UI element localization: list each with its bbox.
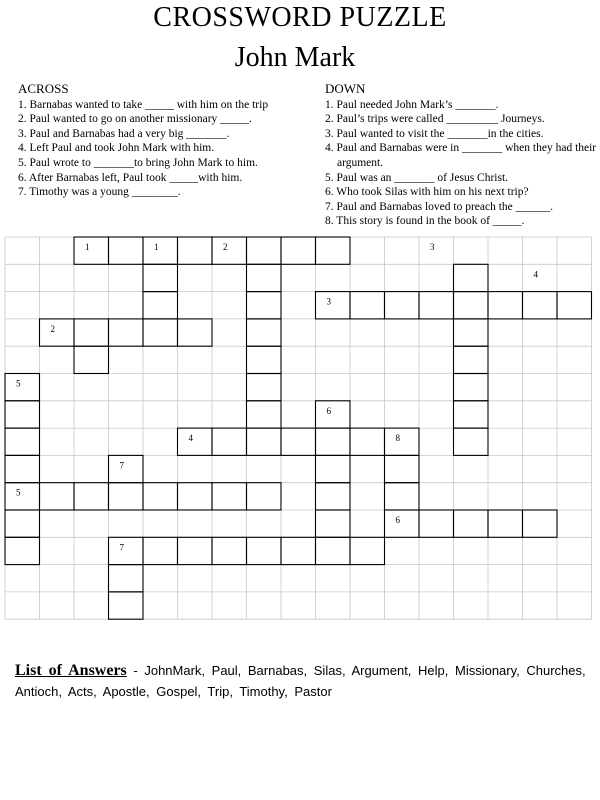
answer-cell (74, 237, 109, 264)
answer-cell (316, 483, 351, 510)
answer-cell (74, 346, 109, 373)
answer-cell (212, 428, 247, 455)
answer-cell (212, 237, 247, 264)
answer-cell (143, 264, 178, 291)
answer-cell (143, 537, 178, 564)
answer-cell (454, 264, 489, 291)
answer-cell (523, 292, 558, 319)
answer-cell (557, 292, 592, 319)
answer-cell (488, 292, 523, 319)
answer-cell (212, 537, 247, 564)
answer-cell (385, 455, 420, 482)
answer-cell (247, 319, 282, 346)
answer-cell (316, 428, 351, 455)
answer-cell (178, 537, 213, 564)
answer-cell (454, 401, 489, 428)
answer-cell (109, 537, 144, 564)
answer-cell (316, 455, 351, 482)
answer-cell (316, 292, 351, 319)
answer-cell (247, 401, 282, 428)
across-heading: ACROSS (18, 81, 69, 96)
answer-cell (281, 537, 316, 564)
answer-cell (454, 374, 489, 401)
down-clue-7: 7. Paul and Barnabas loved to preach the ______. (325, 200, 554, 213)
down-clue-3: 3. Paul wanted to visit the _______in the cities. (325, 127, 544, 140)
answer-cell (5, 537, 40, 564)
answer-cell (5, 374, 40, 401)
answer-cell (385, 483, 420, 510)
answer-cell (74, 319, 109, 346)
answer-cell (74, 483, 109, 510)
cell-number: 8 (395, 433, 400, 444)
answer-cell (178, 319, 213, 346)
answer-cell (385, 292, 420, 319)
answer-cell (40, 319, 75, 346)
answer-cell (316, 537, 351, 564)
answer-cell (247, 483, 282, 510)
cell-number: 1 (154, 242, 159, 252)
answer-cell (523, 510, 558, 537)
answer-cell (419, 510, 454, 537)
down-clues (325, 82, 597, 229)
answer-cell (109, 237, 144, 264)
answer-cell (385, 510, 420, 537)
answer-list-separator: - (126, 663, 145, 678)
answer-cell (109, 483, 144, 510)
answer-cell (454, 346, 489, 373)
answer-cell (40, 483, 75, 510)
down-clue-8: 8. This story is found in the book of _____. (325, 215, 525, 228)
answer-cell (247, 374, 282, 401)
answer-cell (316, 401, 351, 428)
across-clue-3: 3. Paul and Barnabas had a very big _______. (18, 127, 230, 140)
cell-number: 5 (16, 378, 21, 389)
answer-cell (247, 292, 282, 319)
answer-cell (109, 319, 144, 346)
across-clue-2: 2. Paul wanted to go on another missionary _____. (18, 113, 252, 126)
puzzle-subtitle: John Mark (234, 42, 356, 73)
answer-cell (316, 237, 351, 264)
answer-cell (247, 537, 282, 564)
answer-cell (5, 483, 40, 510)
across-clue-5: 5. Paul wrote to _______to bring John Mark to him. (18, 156, 258, 169)
cell-number: 7 (119, 460, 124, 471)
cell-number: 2 (223, 242, 228, 252)
answer-cell (143, 483, 178, 510)
answer-cell (350, 537, 385, 564)
answer-cell (178, 428, 213, 455)
answer-list-title: List of Answers (15, 662, 127, 679)
answer-cell (5, 455, 40, 482)
answer-cell (109, 565, 144, 592)
across-clue-6: 6. After Barnabas left, Paul took _____with him. (18, 171, 243, 184)
cell-number: 6 (395, 515, 400, 525)
answer-list-words: JohnMark, Paul, Barnabas, Silas, Argument, Help, Missionary, Churches, Antioch, Acts, Apostle, Gospel, Trip, Timothy, Pastor (15, 663, 586, 699)
answer-cell (143, 319, 178, 346)
across-clue-4: 4. Left Paul and took John Mark with him. (18, 142, 215, 155)
across-clues (18, 82, 318, 200)
down-clue-6: 6. Who took Silas with him on his next trip? (325, 186, 529, 199)
answer-cell (350, 292, 385, 319)
answer-cell (247, 346, 282, 373)
answer-cell (350, 428, 385, 455)
cell-number: 3 (430, 242, 435, 252)
across-clue-7: 7. Timothy was a young ________. (18, 186, 181, 199)
answer-list (15, 660, 590, 702)
down-clue-4: 4. Paul and Barnabas were in _______ when they had their argument. (325, 142, 597, 169)
cell-number: 4 (533, 269, 538, 280)
answer-cell (178, 237, 213, 264)
answer-cell (419, 292, 454, 319)
answer-cell (247, 237, 282, 264)
cell-number: 4 (188, 433, 193, 444)
cell-number: 3 (326, 296, 331, 307)
cell-number: 7 (119, 542, 124, 553)
answer-cell (143, 237, 178, 264)
answer-cell (143, 292, 178, 319)
cell-number: 1 (85, 242, 90, 252)
answer-cell (247, 428, 282, 455)
answer-cell (281, 428, 316, 455)
answer-cell (488, 510, 523, 537)
down-heading: DOWN (325, 81, 366, 96)
answer-cell (212, 483, 247, 510)
cell-number: 5 (16, 487, 21, 498)
answer-cell (109, 592, 144, 619)
answer-cell (5, 510, 40, 537)
down-clue-2: 2. Paul’s trips were called _________ Journeys. (325, 113, 545, 126)
answer-cell (178, 483, 213, 510)
cell-number: 2 (50, 323, 55, 334)
answer-cell (454, 428, 489, 455)
answer-cell (109, 455, 144, 482)
answer-cell (454, 319, 489, 346)
cell-number: 6 (326, 405, 331, 416)
answer-cell (5, 428, 40, 455)
across-clue-1: 1. Barnabas wanted to take _____ with him on the trip (18, 98, 269, 111)
answer-cell (316, 510, 351, 537)
answer-cell (5, 401, 40, 428)
answer-cell (454, 292, 489, 319)
answer-cell (385, 428, 420, 455)
puzzle-title: CROSSWORD PUZZLE (153, 2, 447, 33)
down-clue-5: 5. Paul was an _______ of Jesus Christ. (325, 171, 509, 184)
answer-cell (247, 264, 282, 291)
answer-cell (281, 237, 316, 264)
down-clue-1: 1. Paul needed John Mark’s _______. (325, 98, 499, 111)
answer-cell (454, 510, 489, 537)
